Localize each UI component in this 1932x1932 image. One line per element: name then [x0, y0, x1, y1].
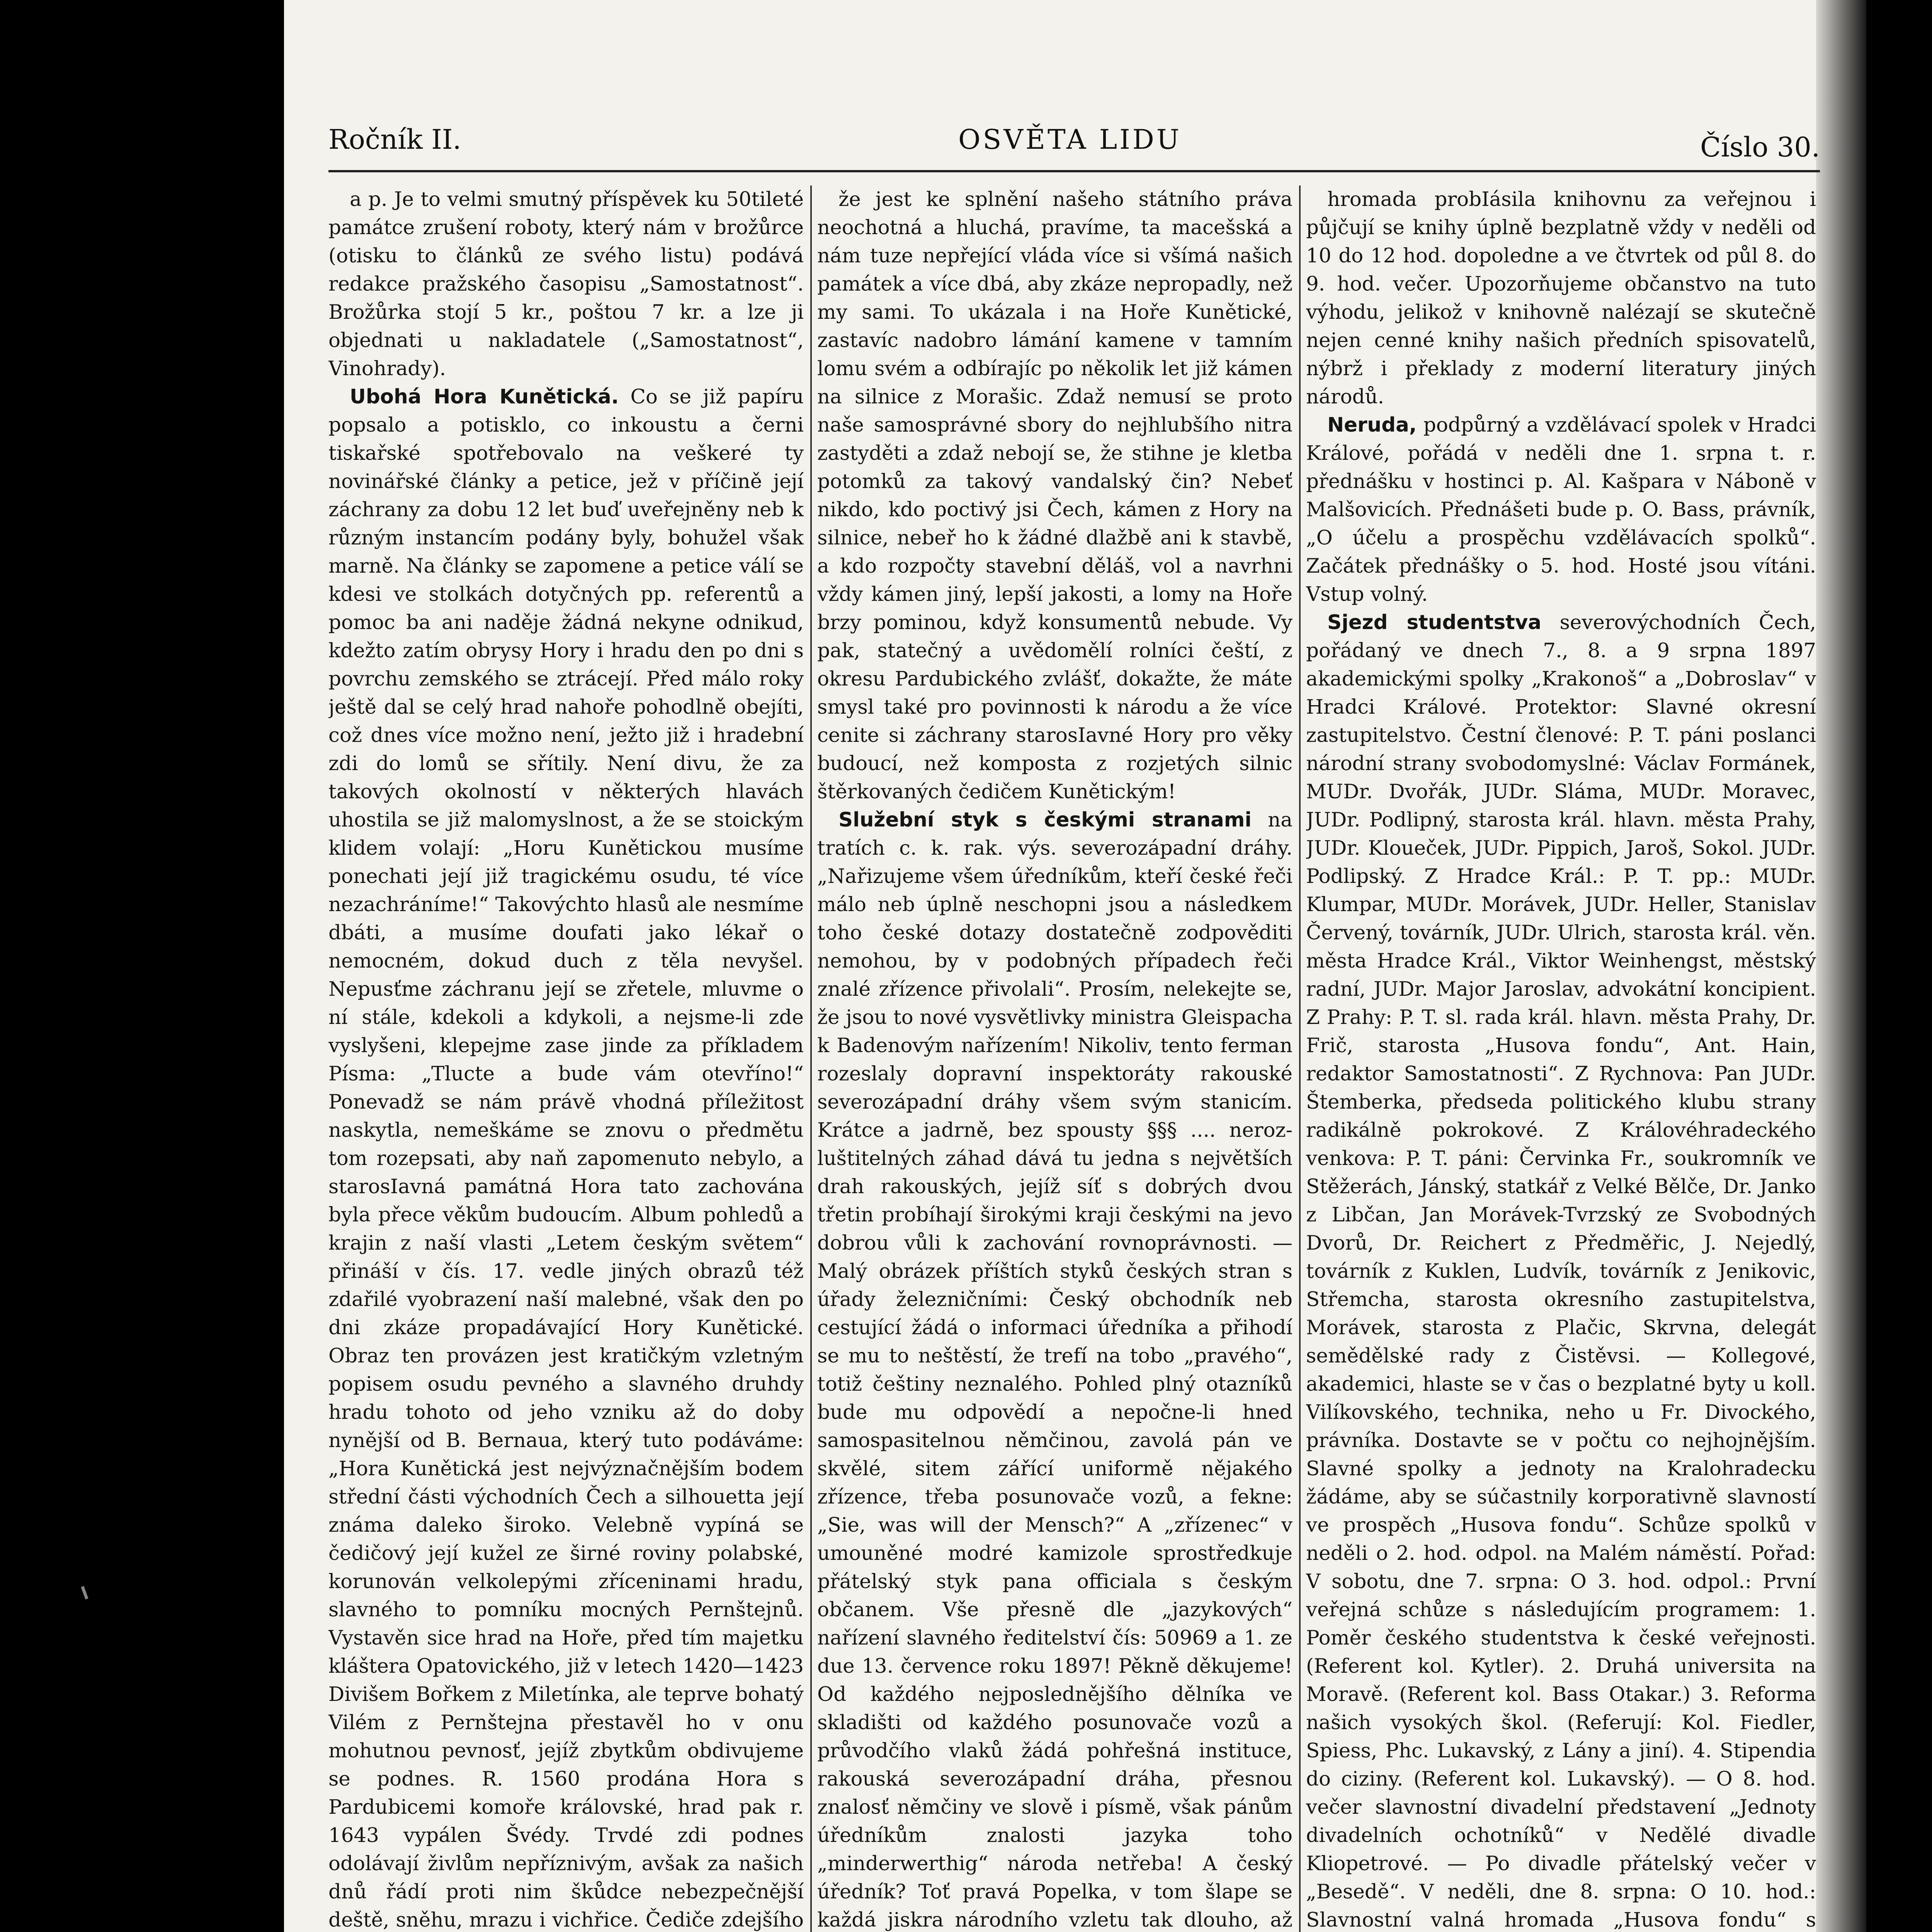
column-1: [328, 185, 804, 1932]
column-divider: [1299, 185, 1301, 1932]
page-header: [328, 116, 1820, 166]
article-text: na tratích c. k. rak. výs. severozápadní dráhy. „Nařizujeme všem úředníkům, kteří české řeči málo neb úplně neschopni jsou a následkem toho české dotazy dostatečně zodpověditi nemohou, by v podobných případech řeči znalé zřízence přivolali“. Prosím, nelekejte se, že jsou to nové vysvětlivky ministra Gleispacha k Badenovým nařízením! Nikoliv, tento ferman rozeslaly dopravní inspektoráty rakouské severozápadní dráhy všem svým stanicím. Krátce a jadrně, bez spousty §§§ .... nerozluštitelných záhad dává tu jedna s největších drah rakouských, jejíž síť s dobrých dvou třetin probíhají širokými kraji českými na jevo dobrou vůli k zachování rovnoprávnosti. — Malý obrázek příštích styků českých stran s úřady železničními: Český obchodník neb cestující žádá o informaci úředníka a přihodí se mu to neštěstí, že trefí na tobo „pravého“, totiž češtiny neznalého. Pohled plný otazníků bude mu odpovědí a nepočne-li hned samospasitelnou němčinou, zavolá pán ve skvělé, sitem zářící uniformě nějakého zřízence, třeba posunovače vozů, a fekne: „Sie, was will der Mensch?“ A „zřízenec“ v umouněné modré kamizole sprostředkuje přátelský styk pana officiala s českým občanem. Vše přesně dle „jazykových“ nařízení slavného ředitelství čís: 50969 a 1. ze due 13. července roku 1897! Pěkně děkujeme! Od každého nejposlednějšího dělníka ve skladišti od každého posunovače vozů a průvodčího vlaků žádá pohřešná instituce, rakouská severozápadní dráha, přesnou znalosť němčiny ve slově i písmě, však pánům úředníkům znalosti jazyka toho „minderwerthig“ národa netřeba! A český úředník? Toť pravá Popelka, v tom šlape se každá jiskra národního vzletu tak dlouho, až: [817, 808, 1293, 1932]
article-paragraph: [1306, 185, 1816, 411]
article-text: že jest ke splnění našeho státního práva neochotná a hluchá, pravíme, ta macešská a nám tuze nepřející vláda více si všímá našich památek a více dbá, aby zkáze nepropadly, než my sami. To ukázala i na Hoře Kunětické, zastavíc nadobro lámání kamene v tamním lomu svém a odbírajíc po několik let již kámen na silnice z Morašic. Zdaž nemusí se proto naše samosprávné sbory do nejhlubšího nitra zastyděti a zdaž nebojí se, že stihne je kletba potomků za takový vandalský čin? Nebeť nikdo, kdo poctivý jsi Čech, kámen z Hory na silnice, nebeř ho k žádné dlažbě ani k stavbě, a kdo rozpočty stavební děláš, vol a navrhni vždy kámen jiný, lepší jakosti, a lomy na Hoře brzy pominou, když konsumentů nebude. Vy pak, statečný a uvědomělí rolníci čeští, z okresu Pardubického zvlášť, dokažte, že máte smysl také pro povinnosti k národu a že více cenite si záchrany starosIavné Hory pro věky budoucí, než komposta z rozjetých silnic štěrkovaných čedičem Kunětickým!: [817, 188, 1293, 803]
article-headline: Služební styk s českými stranami: [838, 808, 1252, 832]
article-paragraph: [1306, 609, 1816, 1932]
scan-mark: [81, 1586, 88, 1600]
column-divider: [810, 185, 812, 1932]
newspaper-title: OSVĚTA LIDU: [958, 124, 1182, 155]
article-paragraph: [817, 185, 1293, 806]
page-edge-shadow: [1816, 0, 1866, 1932]
article-headline: Neruda,: [1327, 413, 1417, 437]
article-text: severovýchodních Čech, pořádaný ve dnech 7., 8. a 9 srpna 1897 akademickými spolky „Krakonoš“ a „Dobroslav“ v Hradci Králové. Protektor: Slavné okresní zastupitelstvo. Čestní členové: P. T. páni poslanci národní strany svobodomyslné: Václav Formánek, MUDr. Dvořák, JUDr. Sláma, MUDr. Moravec, JUDr. Podlipný, starosta král. hlavn. města Prahy, JUDr. Kloueček, JUDr. Pippich, Jaroš, Sokol. JUDr. Podlipský. Z Hradce Král.: P. T. pp.: MUDr. Klumpar, MUDr. Morávek, JUDr. Heller, Stanislav Červený, továrník, JUDr. Ulrich, starosta král. věn. města Hradce Král., Viktor Weinhengst, městský radní, JUDr. Major Jaroslav, advokátní koncipient. Z Prahy: P. T. sl. rada král. hlavn. města Prahy, Dr. Frič, starosta „Husova fondu“, Ant. Hain, redaktor Samostatnosti“. Z Rychnova: Pan JUDr. Štemberka, předseda politického klubu strany radikálně pokrokové. Z Královéhradeckého venkova: P. T. páni: Červinka Fr., soukromník ve Stěžerách, Jánský, statkář z Velké Bělče, Dr. Janko z Libčan, Jan Morávek-Tvrzský ze Svobodných Dvorů, Dr. Reichert z Předměřic, J. Nejedlý, továrník z Kuklen, Ludvík, továrník z Jenikovic, Střemcha, starosta okresního zastupitelstva, Morávek, starosta z Plačic, Skrvna, delegát semědělské rady z Čistěvsi. — Kollegové, akademici, hlaste se v čas o bezplatné byty u koll. Vilíkovského, technika, neho u Fr. Divockého, právníka. Dostavte se v počtu co nejhojnějším. Slavné spolky a jednoty na Kralohradecku žádáme, aby se súčastnily korporativně slavností ve prospěch „Husova fondu“. Schůze spolků v neděli o 2. hod. odpol. na Malém náměstí. Pořad: V sobotu, dne 7. srpna: O 3. hod. odpol.: První veřejná schůze s následujícím programem: 1. Poměr českého studentstva k české veřejnosti. (Referent kol. Kytler). 2. Druhá universita na Moravě. (Referent kol. Bass Otakar.) 3. Reforma našich vysokých škol. (Referují: Kol. Fiedler, Spiess, Phc. Lukavský, z Lány a jiní). 4. Stipendia do ciziny. (Referent kol. Lukavský). — O 8. hod. večer slavnostní divadelní představení „Jednoty divadelních ochotníků“ v Nedělé divadle Kliopetrové. — Po divadle přátelský večer v „Besedě“. V neděli, dne 8. srpna: O 10. hod.: Slavnostní valná hromada „Husova fondu“ s: [1306, 611, 1816, 1932]
column-3: [1306, 185, 1816, 1932]
article-text: hromada probIásila knihovnu za veřejnou i půjčují se knihy úplně bezplatně vždy v neděli od 10 do 12 hod. dopoledne a ve čtvrtek od půl 8. do 9. hod. večer. Upozorňujeme občanstvo na tuto výhodu, jelikož v knihovně nalézají se skutečně nejen cenné knihy našich předních spisovatelů, nýbrž i překlady z moderní literatury jiných národů.: [1306, 188, 1816, 408]
article-text: Co se již papíru popsalo a potisklo, co inkoustu a černi tiskařské spotřebovalo na veškeré ty novinářské články a petice, jež v příčině její záchrany za dobu 12 let buď uveřejněny neb k různým instancím podány byly, bohužel však marně. Na články se zapomene a petice válí se kdesi ve stolkách dotyčných pp. referentů a pomoc ba ani naděje žádná nekyne odnikud, kdežto zatím obrysy Hory i hradu den po dni s povrchu zemského se ztrácejí. Před málo roky ještě dal se celý hrad nahoře pohodlně obejíti, což dnes více možno není, ježto již i hradební zdi do lomů se sřítily. Není divu, že za takových okolností v některých hlavách uhostila se již malomyslnost, a že se stoickým klidem volají: „Horu Kunětickou musíme ponechati její již tragickému osudu, té více nezachráníme!“ Takovýchto hlasů ale nesmíme dbáti, a musíme doufati jako lékař o nemocném, dokud duch z těla nevyšel. Nepusťme záchranu její se zřetele, mluvme o ní stále, kdekoli a kdykoli, a nejsme-li zde vyslyšeni, klepejme zase jinde za příkladem Písma: „Tlucte a bude vám otevříno!“ Ponevadž se nám právě vhodná příležitost naskytla, nemeškáme se znovu o předmětu tom rozepsati, aby naň zapomenuto nebylo, a starosIavná památná Hora tato zachována byla přece věkům budoucím. Album pohledů a krajin z naší vlasti „Letem českým světem“ přináší v čís. 17. vedle jiných obrazů též zdařilé vyobrazení naší malebné, však den po dni zkáze propadávající Hory Kunětické. Obraz ten provázen jest kratičkým vzletným popisem osudu pevného a slavného druhdy hradu tohoto od jeho vzniku až do doby nynější od B. Bernaua, který tuto podáváme: „Hora Kunětická jest nejvýznačnějším bodem střední části východních Čech a silhouetta její známa daleko široko. Velebně vypíná se čedičový její kužel ze širné roviny polabské, korunován velkolepými zříceninami hradu, slavného to pomníku mocných Pernštejnů. Vystavěn sice hrad na Hoře, před tím majetku kláštera Opatovického, již v letech 1420—1423 Divišem Bořkem z Miletínka, ale teprve bohatý Vilém z Pernštejna přestavěl ho v onu mohutnou pevnosť, jejíž zbytkům obdivujeme se podnes. R. 1560 prodána Hora s Pardubicemi komoře královské, hrad pak r. 1643 vypálen Švédy. Trvdé zdi podnes odolávají živlům nepříznivým, avšak za našich dnů řádí proti nim škůdce nebezpečnější deště, sněhu, mrazu i vichřice. Čediče zdejšího: [328, 385, 804, 1932]
article-headline: Sjezd studentstva: [1327, 611, 1542, 634]
issue-number: Číslo 30.: [1700, 131, 1820, 163]
volume-label: Ročník II.: [328, 124, 461, 155]
article-paragraph: [328, 185, 804, 383]
article-text: a p. Je to velmi smutný příspěvek ku 50tileté památce zrušení roboty, který nám v brožůrce (otisku to článků ze svého listu) podává redakce pražského časopisu „Samostatnost“. Brožůrka stojí 5 kr., poštou 7 kr. a lze ji objednati u nakladatele („Samostatnost“, Vinohrady).: [328, 188, 804, 380]
article-paragraph: [328, 383, 804, 1932]
article-paragraph: [1306, 411, 1816, 609]
article-headline: Ubohá Hora Kunětická.: [350, 385, 619, 408]
column-2: [817, 185, 1293, 1932]
article-text: podpůrný a vzdělávací spolek v Hradci Králové, pořádá v neděli dne 1. srpna t. r. přednášku v hostinci p. Al. Kašpara v Náboně v Malšovicích. Přednášeti bude p. O. Bass, právník, „O účelu a prospěchu vzdělávacích spolků“. Začátek přednášky o 5. hod. Hosté jsou vítáni. Vstup volný.: [1306, 413, 1816, 606]
article-paragraph: [817, 806, 1293, 1932]
header-rule: [328, 170, 1820, 172]
